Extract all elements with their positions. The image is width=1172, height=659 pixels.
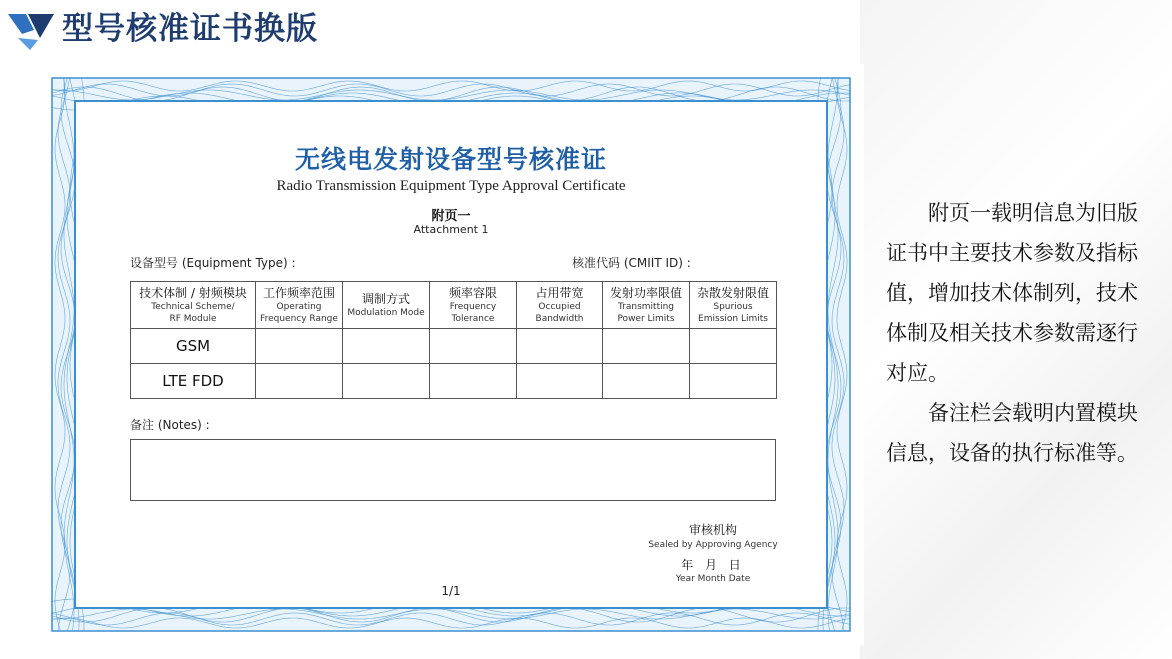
table-header: 发射功率限值 Transmitting Power Limits xyxy=(603,282,690,329)
notes-box xyxy=(130,439,776,501)
table-header: 占用带宽 Occupied Bandwidth xyxy=(517,282,603,329)
table-header: 工作频率范围 Operating Frequency Range xyxy=(256,282,343,329)
certificate-title: 无线电发射设备型号核准证 xyxy=(294,145,607,174)
side-panel xyxy=(886,193,1148,473)
date-label: 年 月 日 xyxy=(681,558,745,572)
seal-label: 审核机构 xyxy=(688,523,737,537)
table-row xyxy=(131,364,777,399)
cmiit-id-label: 核准代码 (CMIIT ID) : xyxy=(572,256,691,270)
table-cell xyxy=(690,364,777,399)
equipment-type-label: 设备型号 (Equipment Type) : xyxy=(130,256,296,270)
table-header-row xyxy=(131,282,777,329)
logo-icon xyxy=(8,10,56,52)
table-cell xyxy=(603,364,690,399)
table-cell xyxy=(690,329,777,364)
table-header: 杂散发射限值 Spurious Emission Limits xyxy=(690,282,777,329)
date-label-en: Year Month Date xyxy=(675,574,751,584)
certificate-subtitle: Radio Transmission Equipment Type Approval Certificate xyxy=(276,178,626,194)
table-cell xyxy=(256,364,343,399)
page-number: 1/1 xyxy=(441,584,461,598)
certificate-body xyxy=(74,100,828,609)
parameter-table xyxy=(130,281,777,399)
notes-label: 备注 (Notes) : xyxy=(130,418,210,432)
attachment-title: 附页一 xyxy=(431,209,471,224)
table-header: 频率容限 Frequency Tolerance xyxy=(430,282,517,329)
table-header: 调制方式 Modulation Mode xyxy=(343,282,430,329)
seal-label-en: Sealed by Approving Agency xyxy=(648,540,778,550)
certificate xyxy=(38,64,864,645)
side-paragraph-1: 附页一载明信息为旧版证书中主要技术参数及指标值，增加技术体制列，技术体制及相关技术参数需逐行对应。 xyxy=(886,201,1138,385)
table-cell: GSM xyxy=(131,329,256,364)
table-cell xyxy=(256,329,343,364)
table-cell: LTE FDD xyxy=(131,364,256,399)
attachment-subtitle: Attachment 1 xyxy=(413,223,489,236)
table-cell xyxy=(343,329,430,364)
side-paragraph-2: 备注栏会载明内置模块信息，设备的执行标准等。 xyxy=(886,401,1138,465)
table-cell xyxy=(430,364,517,399)
slide-title: 型号核准证书换版 xyxy=(62,11,318,47)
table-row xyxy=(131,329,777,364)
table-cell xyxy=(517,364,603,399)
table-cell xyxy=(603,329,690,364)
table-header: 技术体制 / 射频模块 Technical Scheme/ RF Module xyxy=(131,282,256,329)
table-cell xyxy=(517,329,603,364)
table-cell xyxy=(430,329,517,364)
table-cell xyxy=(343,364,430,399)
